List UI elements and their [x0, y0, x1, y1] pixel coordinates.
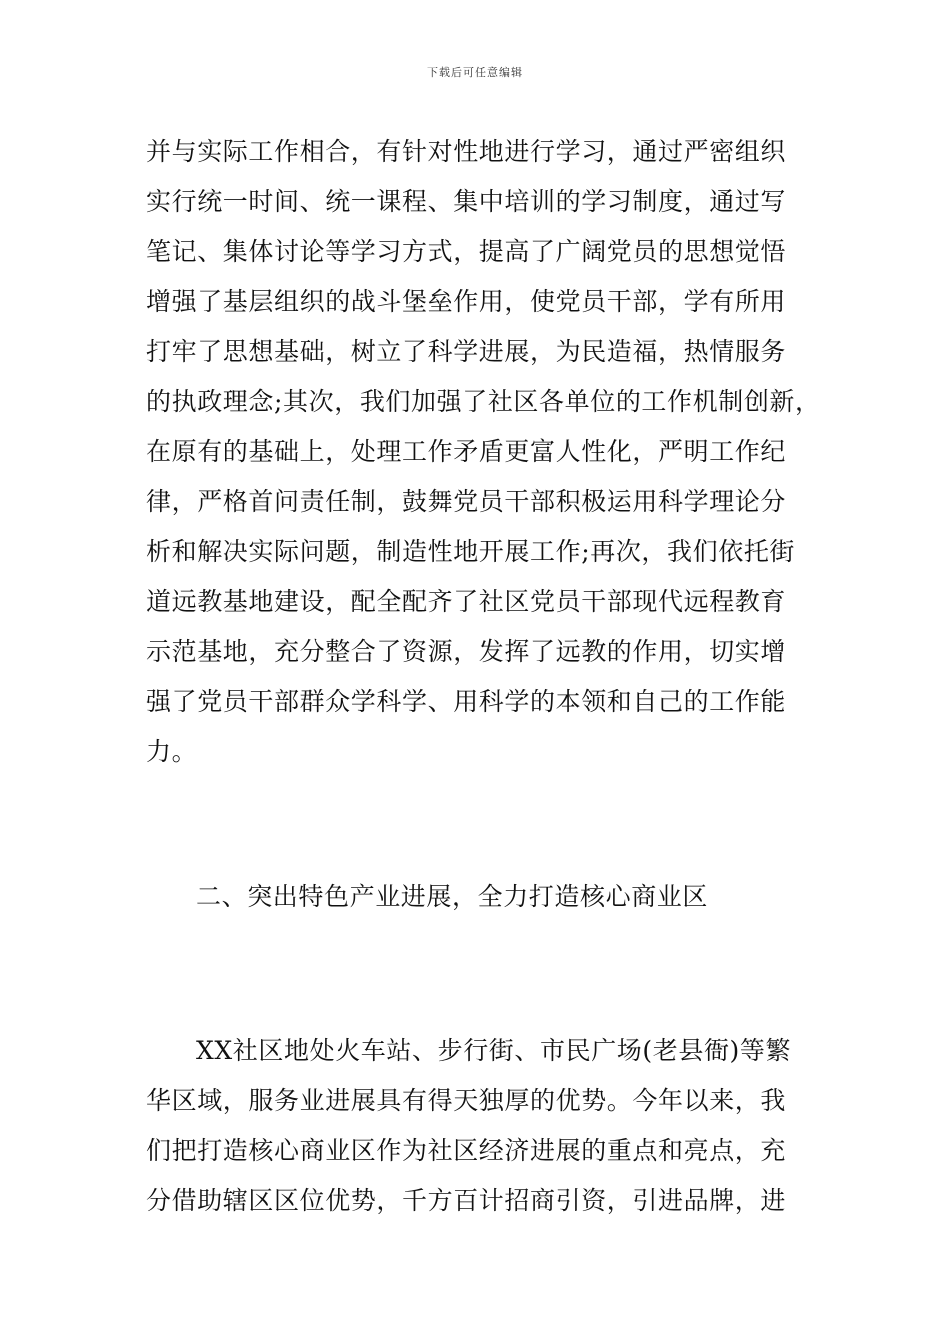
paragraph-2-line: 分借助辖区区位优势，千方百计招商引资，引进品牌，进	[146, 1186, 787, 1215]
paragraph-1-line: 力。	[146, 737, 198, 766]
paragraph-1-line: 律，严格首问责任制，鼓舞党员干部积极运用科学理论分	[146, 487, 787, 516]
paragraph-2-line: 们把打造核心商业区作为社区经济进展的重点和亮点，充	[146, 1136, 787, 1165]
paragraph-1-line: 的执政理念;其次，我们加强了社区各单位的工作机制创新，	[146, 387, 821, 416]
paragraph-1-line: 道远教基地建设，配全配齐了社区党员干部现代远程教育	[146, 587, 787, 616]
paragraph-1-line: 增强了基层组织的战斗堡垒作用，使党员干部，学有所用	[146, 287, 787, 316]
paragraph-1-line: 笔记、集体讨论等学习方式，提高了广阔党员的思想觉悟	[146, 237, 787, 266]
paragraph-1-line: 析和解决实际问题，制造性地开展工作;再次，我们依托街	[146, 537, 796, 566]
paragraph-1-line: 在原有的基础上，处理工作矛盾更富人性化，严明工作纪	[146, 437, 787, 466]
header-note: 下载后可任意编辑	[427, 66, 523, 79]
paragraph-1-line: 强了党员干部群众学科学、用科学的本领和自己的工作能	[146, 687, 787, 716]
paragraph-1-line: 打牢了思想基础，树立了科学进展，为民造福，热情服务	[146, 337, 787, 366]
paragraph-2-line: XX社区地处火车站、步行街、市民广场(老县衙)等繁	[196, 1036, 792, 1065]
paragraph-1-line: 示范基地，充分整合了资源，发挥了远教的作用，切实增	[146, 637, 787, 666]
section-heading: 二、突出特色产业进展，全力打造核心商业区	[196, 882, 709, 911]
paragraph-1-line: 并与实际工作相合，有针对性地进行学习，通过严密组织	[146, 137, 787, 166]
paragraph-2-line: 华区域，服务业进展具有得天独厚的优势。今年以来，我	[146, 1086, 787, 1115]
paragraph-1-line: 实行统一时间、统一课程、集中培训的学习制度，通过写	[146, 187, 787, 216]
